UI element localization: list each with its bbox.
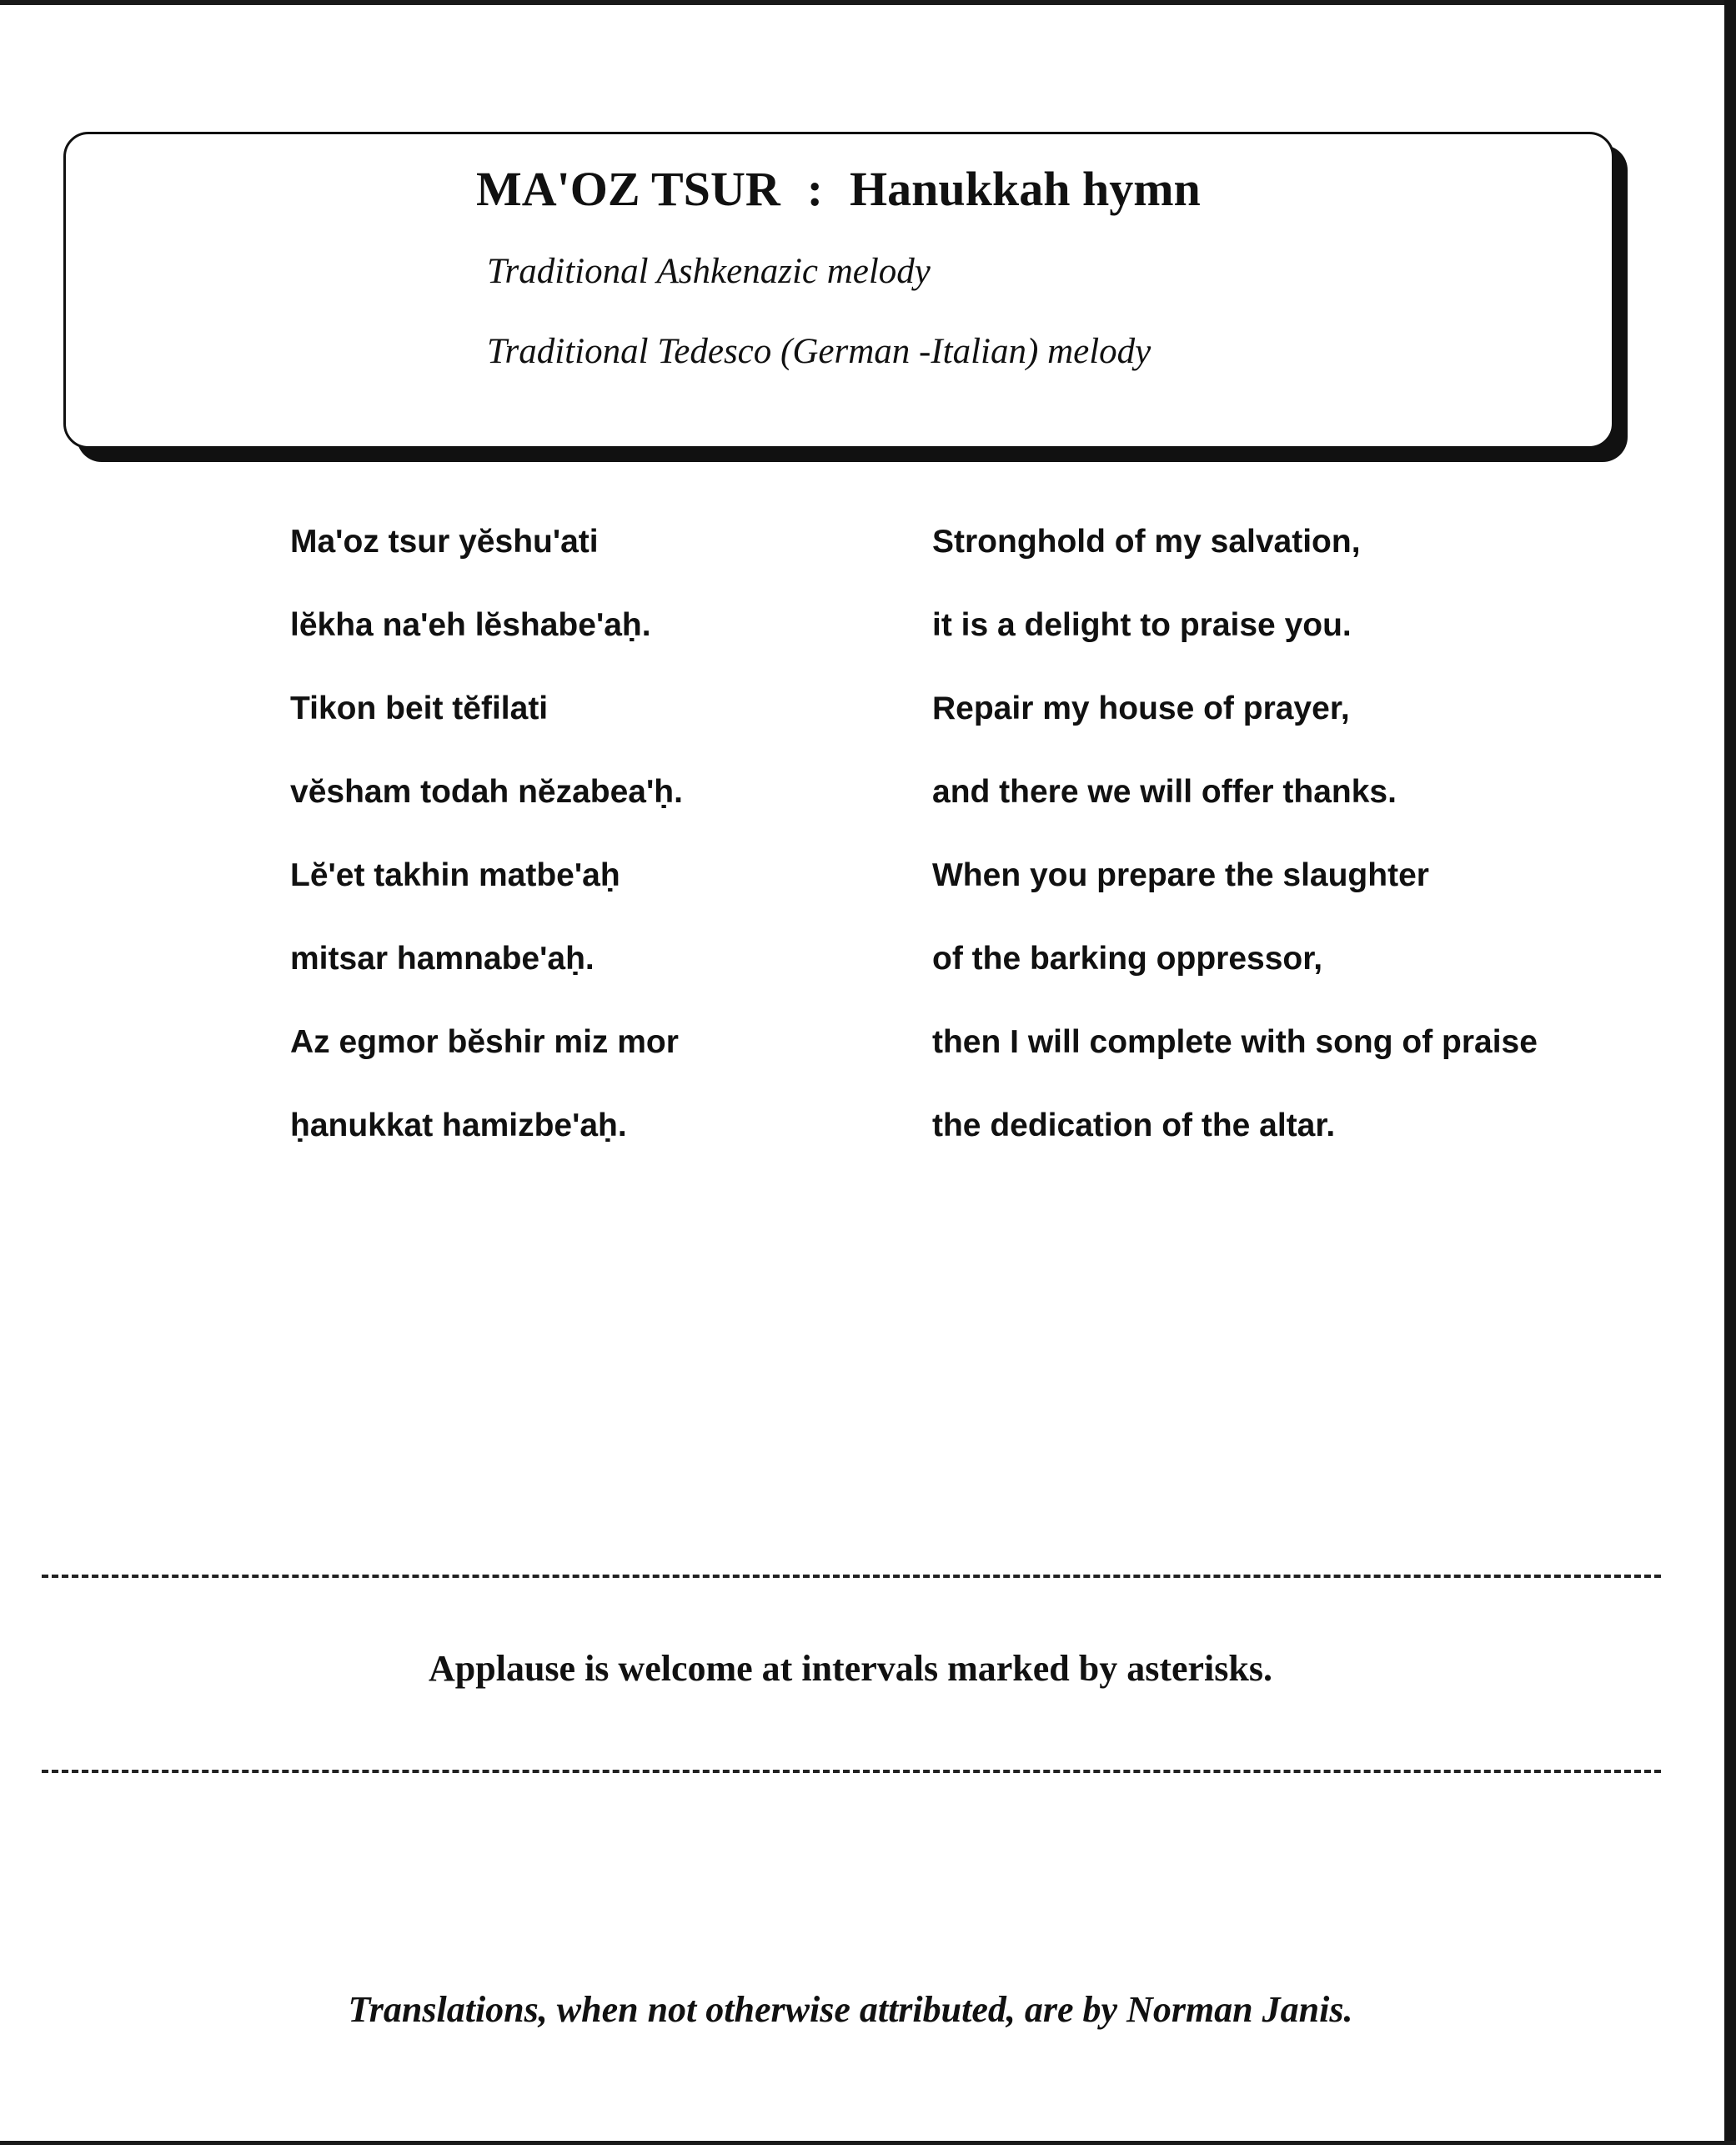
- transliteration-line: ḥanukkat hamizbe'aḥ.: [290, 1108, 627, 1143]
- translation-line: it is a delight to praise you.: [932, 607, 1352, 643]
- dashed-divider-bottom: [42, 1770, 1661, 1773]
- translation-line: of the barking oppressor,: [932, 941, 1323, 977]
- title-line: [476, 161, 1201, 217]
- melody-tedesco: Traditional Tedesco (German -Italian) melody: [487, 332, 1151, 371]
- transliteration-line: mitsar hamnabe'aḥ.: [290, 941, 595, 977]
- header-box: [63, 132, 1614, 449]
- transliteration-line: Az egmor bĕshir miz mor: [290, 1024, 679, 1060]
- transliteration-line: Ma'oz tsur yĕshu'ati: [290, 524, 599, 560]
- melody-ashkenazic: Traditional Ashkenazic melody: [487, 252, 931, 291]
- translation-credit: Translations, when not otherwise attributed, are by Norman Janis.: [348, 1989, 1353, 2030]
- song-subtitle: Hanukkah hymn: [850, 162, 1201, 216]
- title-separator: :: [806, 162, 824, 216]
- transliteration-line: Lĕ'et takhin matbe'aḥ: [290, 857, 620, 893]
- translation-line: the dedication of the altar.: [932, 1108, 1336, 1143]
- song-title: MA'OZ TSUR: [476, 162, 780, 216]
- transliteration-line: vĕsham todah nĕzabea'ḥ.: [290, 774, 683, 810]
- transliteration-column: [290, 524, 683, 1191]
- scan-bottom-edge: [0, 2141, 1736, 2145]
- dashed-divider-top: [42, 1575, 1661, 1578]
- transliteration-line: Tikon beit tĕfilati: [290, 691, 549, 726]
- translation-line: and there we will offer thanks.: [932, 774, 1397, 810]
- transliteration-line: lĕkha na'eh lĕshabe'aḥ.: [290, 607, 651, 643]
- scan-top-edge: [0, 0, 1736, 5]
- translation-line: Stronghold of my salvation,: [932, 524, 1361, 560]
- applause-notice: Applause is welcome at intervals marked by asterisks.: [429, 1648, 1272, 1689]
- translation-line: then I will complete with song of praise: [932, 1024, 1538, 1060]
- translation-line: When you prepare the slaughter: [932, 857, 1429, 893]
- translation-line: Repair my house of prayer,: [932, 691, 1350, 726]
- translation-column: [932, 524, 1538, 1191]
- scan-right-edge: [1724, 0, 1736, 2145]
